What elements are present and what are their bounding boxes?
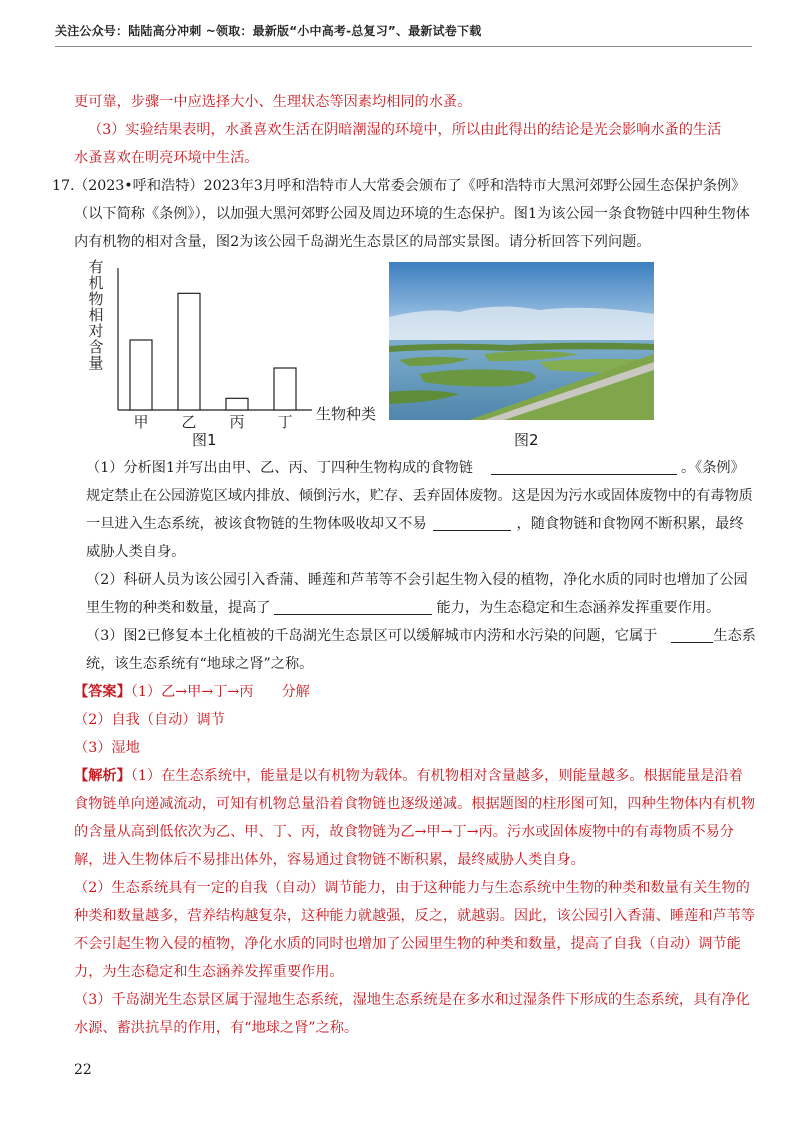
answer-2: （2）自我（自动）调节 [74, 712, 225, 728]
x-tick-label: 丁 [277, 413, 293, 431]
q2-text-b: 能力，为生态稳定和生态涵养发挥重要作用。 [436, 600, 721, 616]
answer-blank-1[interactable] [491, 458, 677, 475]
answer-3: （3）湿地 [74, 740, 140, 756]
prev-answer-line-1: 更可靠，步骤一中应选择大小、生理状态等因素均相同的水蚤。 [74, 94, 472, 110]
figures-row [74, 258, 756, 448]
analysis-text-1: （1）在生态系统中，能量是以有机物为载体。有机物相对含量越多，则能量越多。根据能量是沿着食物链单向递减流动，可知有机物总量沿着食物链也逐级递减。根据题图的柱形图可知，四种生物体内有机物的含量从高到低依次为乙、甲、丁、丙，故食物链为乙→甲→丁→丙。污水或固体废物中的有毒物质不易分解，进入生物体后不易排出体外，容易通过食物链不断积累，最终威胁人类自身。 [74, 768, 756, 868]
y-label-char: 含 [88, 338, 104, 356]
bar-3 [274, 368, 296, 410]
analysis-para-2: （2）生态系统具有一定的自我（自动）调节能力，由于这种能力与生态系统中生物的种类和数量有关生物的种类和数量越多，营养结构越复杂，这种能力就越强，反之，就越弱。因此，该公园引入香蒲、睡莲和芦苇等不会引起生物入侵的植物，净化水质的同时也增加了公园里生物的种类和数量，提高了自我（自动）调节能力，为生态稳定和生态涵养发挥重要作用。 [74, 880, 756, 980]
figure2-caption: 图2 [514, 431, 539, 449]
q1-text-a: （1）分析图1并写出由甲、乙、丙、丁四种生物构成的食物链 [86, 460, 473, 476]
question-part-3 [74, 622, 756, 678]
q1-text-c: ，随食物链和食物网不断积累，最终威胁人类自身。 [86, 516, 744, 560]
chart-bars [130, 293, 296, 410]
y-label-char: 物 [88, 290, 104, 308]
q2-text-a: （2）科研人员为该公园引入香蒲、睡莲和芦苇等不会引起生物入侵的植物，净化水质的同时也增加了公园里生物的种类和数量，提高了 [86, 572, 748, 616]
y-label-char: 机 [88, 274, 104, 292]
page-number: 22 [74, 1062, 92, 1078]
answer-blank-2[interactable] [433, 514, 511, 531]
figure1-bar-chart [80, 258, 380, 448]
chart-y-label [88, 258, 103, 372]
question-intro [52, 172, 756, 256]
x-tick-label: 丙 [229, 413, 245, 431]
bar-1 [178, 293, 200, 410]
x-tick-label: 甲 [133, 413, 149, 431]
answer-1: （1）乙→甲→丁→丙 [130, 684, 254, 700]
page-content [52, 88, 756, 1042]
x-tick-label: 乙 [181, 413, 197, 431]
question-number: 17. [52, 178, 75, 194]
question-part-1 [74, 454, 756, 566]
question-intro-text: （2023•呼和浩特）2023年3月呼和浩特市人大常委会颁布了《呼和浩特市大黑河郊野公园生态保护条例》（以下简称《条例》），以加强大黑河郊野公园及周边环境的生态保护。图1为该公园一条食物链中四种生物体内有机物的相对含量，图2为该公园千岛湖光生态景区的局部实景图。请分析回答下列问题。 [74, 178, 750, 250]
y-label-char: 对 [88, 322, 104, 340]
answer-blank-4[interactable] [671, 626, 713, 643]
analysis-para-3: （3）千岛湖光生态景区属于湿地生态系统，湿地生态系统是在多水和过湿条件下形成的生态系统，具有净化水源、蓄洪抗旱的作用，有“地球之肾”之称。 [74, 992, 750, 1036]
answer-line-1 [74, 678, 756, 706]
y-label-char: 有 [88, 258, 104, 276]
answer-tag: 【答案】 [74, 684, 131, 700]
answer-1b: 分解 [281, 684, 310, 700]
q3-text-a: （3）图2已修复本土化植被的千岛湖光生态景区可以缓解城市内涝和水污染的问题，它属于 [86, 628, 658, 644]
prev-answer-line-2: （3）实验结果表明，水蚤喜欢生活在阴暗潮湿的环境中，所以由此得出的结论是光会影响水蚤的生活 [88, 122, 722, 138]
q1-text-b: 。《条例》规定禁止在公园游览区域内排放、倾倒污水，贮存、丢弃固体废物。这是因为污水或固体废物中的有毒物质一旦进入生态系统，被该食物链的生物体吸收却又不易 [86, 460, 753, 532]
figure1-caption: 图1 [192, 431, 217, 449]
chart-x-label: 生物种类 [316, 405, 377, 423]
page-header: 关注公众号：陆陆高分冲刺 ~领取：最新版“小中高考-总复习”、最新试卷下载 [55, 24, 482, 38]
lake-scene-image [389, 262, 654, 420]
bar-0 [130, 340, 152, 410]
analysis-tag: 【解析】 [74, 768, 131, 784]
q3-text-b: 生态系统，该生态系统有“地球之肾”之称。 [86, 628, 756, 672]
header-divider [55, 46, 752, 47]
y-label-char: 量 [88, 354, 104, 372]
y-label-char: 相 [88, 306, 104, 324]
bar-2 [226, 398, 248, 410]
analysis-para-1 [74, 762, 756, 874]
prev-answer-line-3: 水蚤喜欢在明亮环境中生活。 [74, 150, 259, 166]
answer-blank-3[interactable] [274, 598, 432, 615]
question-part-2 [74, 566, 756, 622]
figure2-lake-photo [389, 262, 654, 420]
